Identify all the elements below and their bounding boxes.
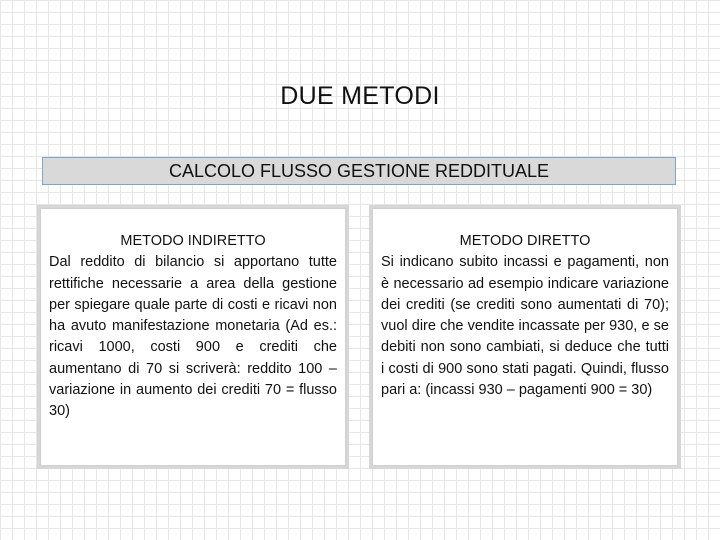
direct-method-text: Si indicano subito incassi e pagamenti, non è necessario ad esempio indicare variazione dei crediti (se crediti sono aumentati di 70); vuol dire che vendite incassate per 930, e se debiti non sono cambiati, si deduce che tutti i costi di 900 sono stati pagati. Quindi, flusso pari a: (incassi 930 – pagamenti 900 = 30)	[381, 254, 669, 399]
indirect-method-heading: METODO INDIRETTO	[120, 233, 266, 249]
indirect-method-card	[40, 208, 346, 466]
direct-method-card	[372, 208, 678, 466]
section-banner: CALCOLO FLUSSO GESTIONE REDDITUALE	[42, 157, 676, 185]
direct-method-heading: METODO DIRETTO	[459, 233, 591, 249]
indirect-method-text: Dal reddito di bilancio si apportano tutte rettifiche necessarie a area della gestione per spiegare quale parte di costi e ricavi non ha avuto manifestazione monetaria (Ad es.: ricavi 1000, costi 900 e crediti che aumentano di 70 si scriverà: reddito 100 – variazione in aumento dei crediti 70 = flusso 30)	[49, 254, 337, 420]
slide-title: DUE METODI	[280, 82, 440, 110]
